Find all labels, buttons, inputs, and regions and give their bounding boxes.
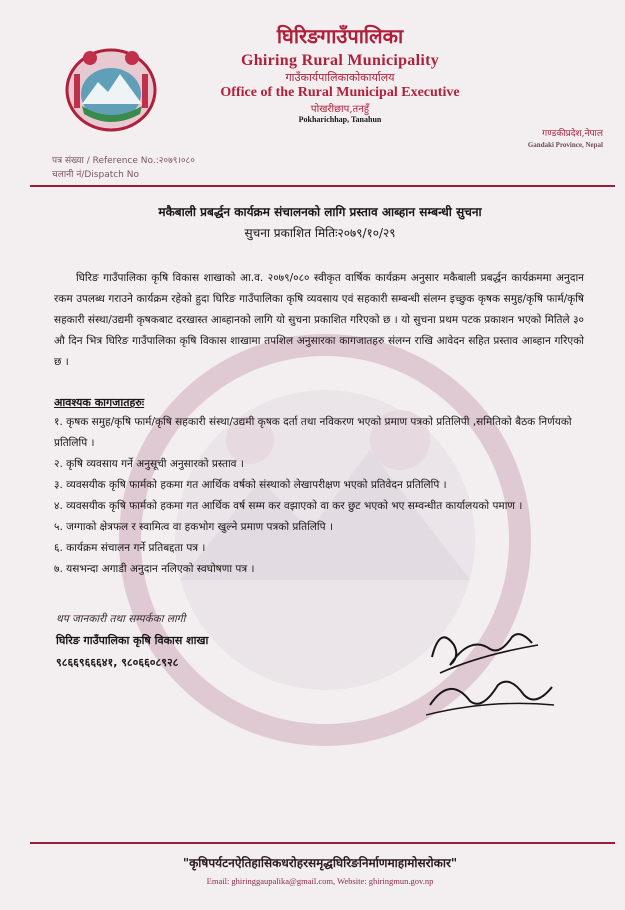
reference-number: पत्र संख्या / Reference No.:२०७९।०८०: [52, 156, 195, 166]
place-nepali: पोखरीछाप,तनहुँ: [310, 104, 370, 115]
dispatch-number: चलानी नं/Dispatch No: [52, 170, 139, 180]
office-name-nepali: गाउँकार्यपालिकाकोकार्यालय: [285, 71, 395, 84]
list-item: ६. कार्यक्रम संचालन गर्ने प्रतिबद्दता पत्र ।: [54, 542, 206, 554]
footer-slogan: "कृषिपर्यटनऐतिहासिकधरोहरसमृद्धघिरिङनिर्माणमाहामोसरोकार": [182, 856, 458, 870]
list-item: ५. जग्गाको क्षेत्रफल र स्वामित्व वा हकभोग खुल्ने प्रमाण पत्रको प्रतिलिपि ।: [54, 521, 333, 533]
contact-office: घिरिङ गाउँपालिका कृषि विकास शाखा: [56, 634, 209, 647]
header-divider: [30, 185, 615, 187]
list-item: ४. व्यवसयीक कृषि फार्मको हकमा गत आर्थिक वर्ष सम्म कर वझाएको वा कर छुट भएको भए सम्वन्धीत कार्यालयको पमाण ।: [54, 500, 523, 512]
province-nepali: गण्डकीप्रदेश,नेपाल: [542, 129, 603, 139]
notice-title: मकैबाली प्रबर्द्धन कार्यक्रम संचालनको लागि प्रस्ताव आब्हान सम्बन्धी सुचना: [158, 205, 482, 219]
list-item: १. कृषक समुह/कृषि फार्म/कृषि सहकारी संस्था/उद्यमी कृषक दर्ता तथा नविकरण भएको प्रमाण पत्रको प्रतिलिपी ,समितिको बैठक निर्णयको प्रतिलिपि ।: [54, 416, 572, 449]
contact-phones: ९८६६९६६६४१, ९८०६६०८९२८: [56, 656, 179, 669]
office-name-english: Office of the Rural Municipal Executive: [220, 85, 460, 100]
contact-note: थप जानकारी तथा सम्पर्कका लागी: [56, 613, 186, 625]
list-item: २. कृषि व्यवसाय गर्ने अनुसूची अनुसारको प्रस्ताव ।: [54, 458, 244, 470]
province-english: Gandaki Province, Nepal: [527, 141, 603, 149]
requirements-heading: आवश्यक कागजातहरुः: [54, 396, 145, 409]
footer-divider: [30, 842, 615, 844]
list-item: ३. व्यवसयीक कृषि फार्मको हकमा गत आर्थिक वर्षको संस्थाको लेखापरीक्षण भएको प्रतिवेदन प्रतिलिपि ।: [54, 479, 447, 491]
municipality-name-english: Ghiring Rural Municipality: [240, 52, 440, 69]
notice-body: घिरिङ गाउँपालिका कृषि विकास शाखाको आ.व. २०७९/०८० स्वीकृत वार्षिक कार्यक्रम अनुसार मकैबाली प्रबर्द्धन कार्यक्रममा अनुदान रकम उपलब्ध गराउने कार्यक्रम रहेको हुदा घिरिङ गाउँपालिका कृषि व्यवसाय एवं सहकारी सम्बन्धी संलग्न इच्छुक कृषक समुह/कृषि फार्म/कृषि सहकारी संस्था/उद्यमी कृषकबाट दरखास्त आब्हानको लागि यो सुचना प्रकाशित गरिएको छ । यो सुचना प्रथम पटक प्रकाशन भएको मितिले ३० औ दिन भित्र घिरिङ गाउँपालिका कृषि विकास शाखामा तपशिल अनुसारका कागजातहरु संलग्न राखि आवेदन सहित प्रस्ताव आब्हान गरिएको छ ।: [54, 272, 584, 368]
requirements-list: [54, 412, 588, 580]
place-english: Pokharichhap, Tanahun: [298, 115, 382, 124]
notice-published-date: सुचना प्रकाशित मितिः२०७९/१०/२९: [244, 226, 396, 240]
municipality-emblem-icon: [64, 44, 158, 132]
signature-icon: [420, 615, 560, 725]
list-item: ७. यसभन्दा अगाडी अनुदान नलिएको स्वघोषणा पत्र ।: [54, 563, 255, 575]
municipality-name-nepali: घिरिङगाउँपालिका: [276, 24, 404, 48]
footer-contact: Email: ghiringgaupalika@gmail.com, Website: ghiringmun.gov.np: [206, 876, 434, 886]
